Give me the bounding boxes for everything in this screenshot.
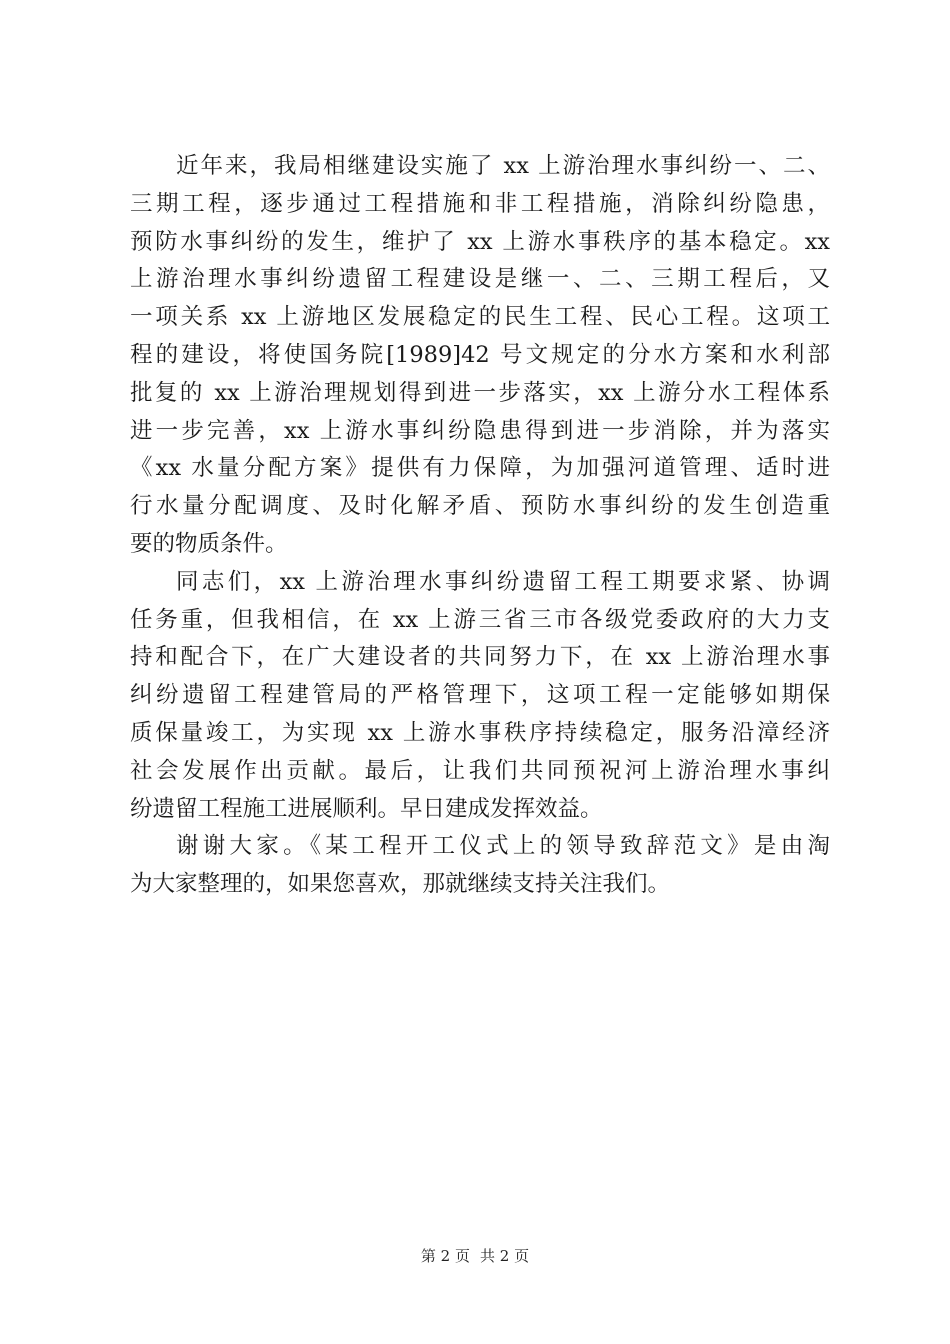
paragraph-2 [130, 564, 830, 829]
text-line: 《xx 水量分配方案》提供有力保障，为加强河道管理、适时进 [130, 455, 830, 482]
paragraph-3 [130, 828, 830, 904]
page-footer [0, 1246, 950, 1266]
text-line: 要的物质条件。 [130, 530, 288, 557]
text-line: 谢谢大家。《某工程开工仪式上的领导致辞范文》是由淘 [176, 833, 830, 860]
paragraph-1 [130, 148, 830, 564]
text-line: 上游治理水事纠纷遗留工程建设是继一、二、三期工程后，又 [130, 266, 830, 293]
page-total: 共 2 页 [480, 1247, 530, 1265]
text-line: 任务重，但我相信，在 xx 上游三省三市各级党委政府的大力支 [130, 606, 830, 633]
text-line: 预防水事纠纷的发生，维护了 xx 上游水事秩序的基本稳定。xx [130, 228, 830, 255]
text-line: 程的建设，将使国务院[1989]42 号文规定的分水方案和水利部 [130, 341, 830, 368]
text-line: 近年来，我局相继建设实施了 xx 上游治理水事纠纷一、二、 [176, 153, 830, 179]
document-body [130, 148, 830, 904]
text-line: 进一步完善，xx 上游水事纠纷隐患得到进一步消除，并为落实 [130, 417, 830, 444]
text-line: 一项关系 xx 上游地区发展稳定的民生工程、民心工程。这项工 [130, 304, 830, 331]
text-line: 批复的 xx 上游治理规划得到进一步落实，xx 上游分水工程体系 [130, 379, 830, 406]
text-line: 质保量竣工，为实现 xx 上游水事秩序持续稳定，服务沿漳经济 [130, 719, 830, 746]
text-line: 持和配合下，在广大建设者的共同努力下，在 xx 上游治理水事 [130, 644, 830, 671]
text-line: 纷遗留工程施工进展顺利。早日建成发挥效益。 [130, 795, 603, 822]
text-line: 社会发展作出贡献。最后，让我们共同预祝河上游治理水事纠 [130, 757, 830, 784]
text-line: 纠纷遗留工程建管局的严格管理下，这项工程一定能够如期保 [130, 682, 830, 709]
text-line: 三期工程，逐步通过工程措施和非工程措施，消除纠纷隐患， [130, 190, 830, 217]
text-line: 同志们，xx 上游治理水事纠纷遗留工程工期要求紧、协调 [176, 568, 830, 595]
page-number: 第 2 页 [420, 1247, 470, 1265]
text-line: 行水量分配调度、及时化解矛盾、预防水事纠纷的发生创造重 [130, 493, 830, 520]
text-line: 为大家整理的，如果您喜欢，那就继续支持关注我们。 [130, 871, 671, 898]
